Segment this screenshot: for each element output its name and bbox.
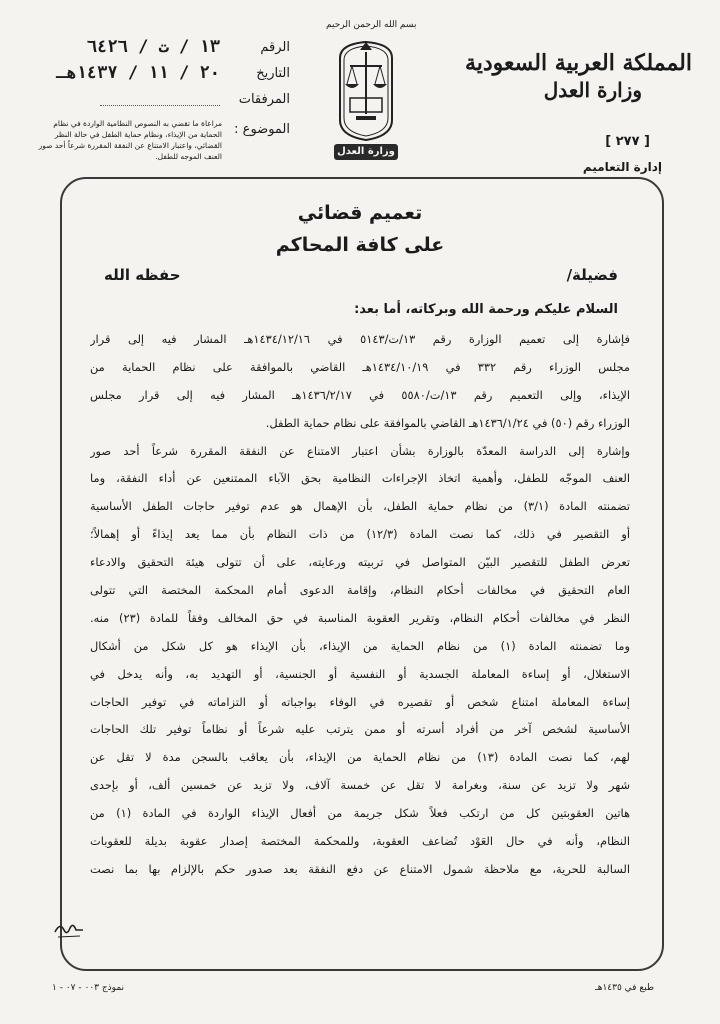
body-line: الإيذاء، وإلى التعميم رقم ١٣/ت/٥٥٨٠ في ١٤٣٦/٢/١٧هـ المشار فيه إلى قرار مجلس bbox=[90, 387, 630, 402]
department-name: إدارة التعاميم bbox=[582, 160, 662, 174]
subject-label: الموضوع : bbox=[234, 122, 290, 137]
attachments-label: المرفقات bbox=[238, 91, 290, 107]
scales-of-justice-icon bbox=[334, 36, 398, 142]
body-line: السالبة للحرية، مع ملاحظة شمول الامتناع عن دفع النفقة بعد صدور حكم بالإلزام بها بما نصت bbox=[90, 861, 630, 876]
attachments-blank bbox=[100, 93, 220, 106]
ministry-emblem bbox=[326, 20, 417, 170]
body-line: النظر في مخالفات أحكام النظام، وتقرير العقوبة المناسبة في حق المخالف وفقاً للمادة (٢٣) منه. bbox=[90, 610, 630, 625]
initials-signature bbox=[52, 918, 86, 940]
body-line: الأساسية لشخص آخر من أفراد أسرته أو ممن يترتب عليه شرعاً أو نظاماً توفير تلك الحاجات bbox=[90, 722, 630, 737]
body-line: إساءة المعاملة امتناع شخص أو تقصيره في الوفاء بواجباته أو التزاماته في توفير الحاجات bbox=[90, 694, 630, 709]
body-line: العام التحقيق في مخالفات أحكام النظام، وإقامة الدعوى أمام المحكمة المختصة التي تتولى bbox=[90, 583, 630, 598]
addressee: فضيلة/ bbox=[566, 266, 618, 284]
date-label: التاريخ bbox=[256, 65, 290, 81]
body-line: وما تضمنته المادة (١) من نظام الحماية من الإيذاء، بأن الإيذاء هو كل شكل من أشكال bbox=[90, 638, 630, 653]
body-line: الوزراء رقم (٥٠) في ١٤٣٦/١/٢٤هـ القاضي بالموافقة على نظام حماية الطفل. bbox=[265, 415, 630, 430]
document-subtitle: على كافة المحاكم bbox=[275, 234, 445, 256]
body-line: فإشارة إلى تعميم الوزارة رقم ١٣/ت/٥١٤٣ في ١٤٣٤/١٢/١٦هـ المشار فيه إلى قرار bbox=[90, 332, 630, 346]
form-code: نموذج ٠٠٣ - ٠٧ - ١ bbox=[52, 983, 125, 993]
reference-label: الرقم bbox=[260, 39, 290, 55]
body-line: النظام، وأنه في حال العَوْد تُضاعف العقوبة، وللمحكمة المختصة إصدار عقوبة بديلة للعقوبات bbox=[90, 834, 630, 849]
body-line: مجلس الوزراء رقم ٣٣٢ في ١٤٣٤/١٠/١٩هـ القاضي بالموافقة على نظام الحماية من bbox=[90, 359, 630, 374]
body-line: تضمنته المادة (٣/١) من نظام حماية الطفل، بأن الإهمال هو عدم توفير حاجات الطفل الأساسية bbox=[90, 499, 630, 514]
reference-row bbox=[30, 34, 290, 60]
emblem-label: وزارة العدل bbox=[334, 144, 398, 160]
letterhead-right bbox=[464, 50, 692, 104]
body-line: الاستغلال، أو إساءة المعاملة الجسدية أو النفسية أو الجنسية، أو التهديد به، وأنه يدخل في bbox=[90, 666, 630, 681]
basmala: بسم الله الرحمن الرحيم bbox=[326, 20, 417, 30]
body-line: وإشارة إلى الدراسة المعدّة بالوزارة بشأن اعتبار الامتناع عن النفقة المقررة شرعاً أحد صور bbox=[90, 443, 630, 458]
body-line: العنف الموجّه للطفل، وأهمية اتخاذ الإجراءات النظامية بحق الآباء الممتنعين عن أداء النفقة، وما bbox=[90, 471, 630, 486]
greeting: السلام عليكم ورحمة الله وبركاته، أما بعد: bbox=[354, 302, 618, 317]
subject-text: مراعاة ما تقضي به النصوص النظامية الواردة في نظام الحماية من الإيذاء، ونظام حماية الطفل في حالة النظر القضائي، واعتبار الامتناع عن النفقة المقررة شرعاً أحد صور العنف الموجه للطفل. bbox=[38, 119, 222, 161]
date-value: ٢٠ / ١١ / ١٤٣٧هـ bbox=[56, 63, 220, 83]
ministry-name: وزارة العدل bbox=[543, 78, 642, 102]
subject-row bbox=[30, 118, 290, 162]
letterhead-left bbox=[30, 34, 290, 162]
document-body bbox=[90, 326, 630, 884]
print-note: طبع في ١٤٣٥هـ bbox=[595, 983, 654, 993]
body-line: شهر ولا تزيد عن سنة، وبغرامة لا تقل عن خمسة آلاف، ولا تزيد عن خمسين ألف، أو بإحدى bbox=[90, 778, 630, 793]
body-line: لهم، كما نصت المادة (١٣) من نظام الحماية من الإيذاء، بأن يعاقب بالسجن مدة لا تقل عن bbox=[90, 750, 630, 765]
reference-value: ١٣ / ت / ٦٤٢٦ bbox=[86, 37, 220, 57]
document-title: تعميم قضائي bbox=[297, 202, 423, 224]
blessing: حفظه الله bbox=[104, 266, 181, 284]
circular-number: [ ٢٧٧ ] bbox=[605, 134, 650, 149]
addressee-row bbox=[104, 266, 618, 290]
kingdom-name: المملكة العربية السعودية bbox=[464, 50, 692, 76]
date-row bbox=[30, 60, 290, 86]
body-line: أو التقصير في ذلك، كما نصت المادة (١٢/٣) من ذات النظام بأن مما يعد إيذاءً أو إهمالاً؛ bbox=[90, 527, 630, 542]
body-line: تعرض الطفل للتقصير البيّن المتواصل في تربيته ورعايته، على أن تتولى هيئة التحقيق والادعاء bbox=[90, 555, 630, 570]
body-line: هاتين العقوبتين كل من ارتكب فعلاً شكل جريمة من أفعال الإيذاء الواردة في المادة (١) من bbox=[90, 806, 630, 821]
attachments-row bbox=[30, 86, 290, 112]
